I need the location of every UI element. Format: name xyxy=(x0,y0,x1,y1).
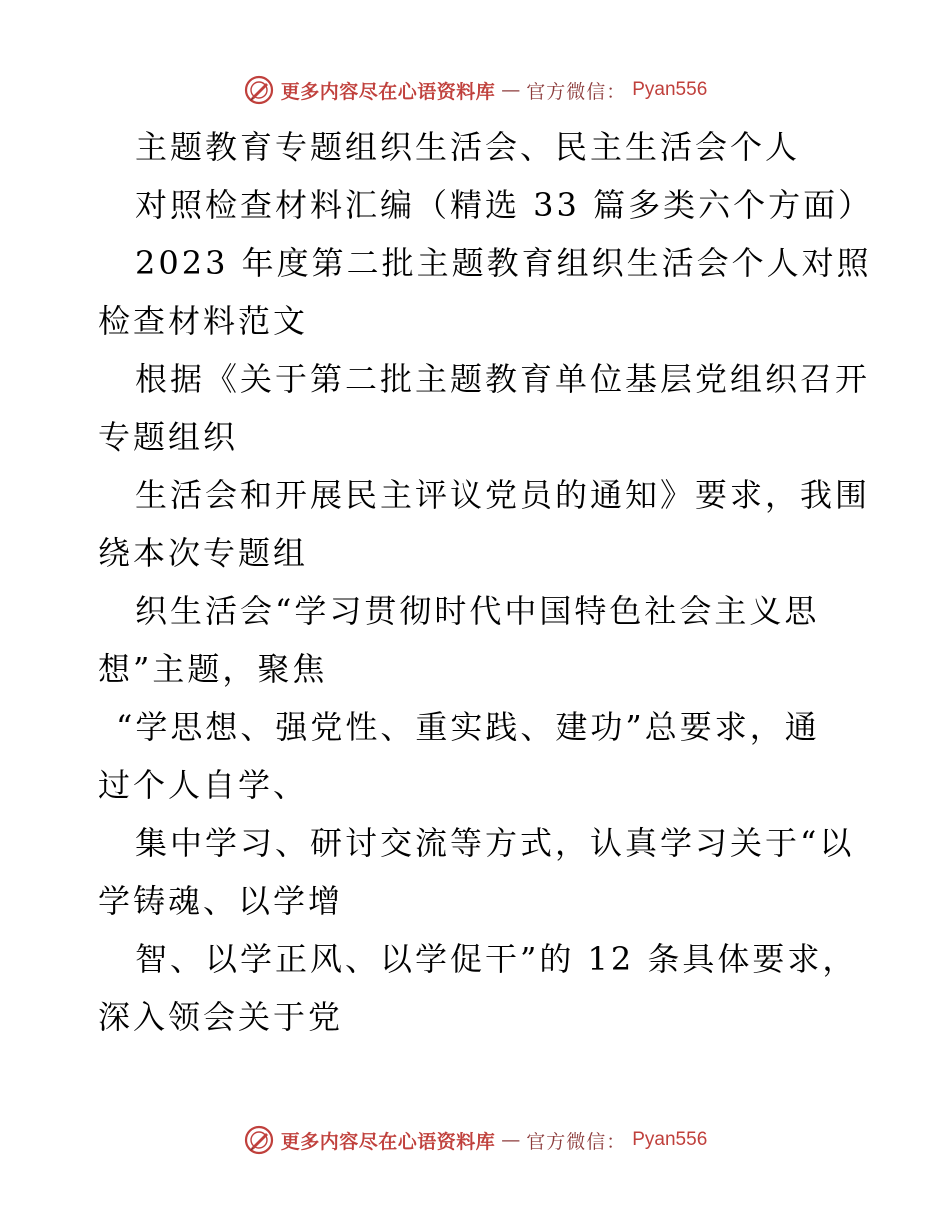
watermark-separator: — xyxy=(501,79,521,101)
watermark-label: 官方微信： xyxy=(526,1130,627,1153)
doc-line: 2023 年度第二批主题教育组织生活会个人对照 xyxy=(135,244,872,282)
watermark-label: 官方微信： xyxy=(526,80,627,103)
doc-line: 对照检查材料汇编（精选 33 篇多类六个方面） xyxy=(135,186,874,224)
watermark-separator: — xyxy=(501,1129,521,1151)
doc-line: 绕本次专题组 xyxy=(98,534,309,572)
footer-watermark xyxy=(0,1118,950,1162)
header-watermark xyxy=(0,68,950,112)
pen-circle-logo-icon xyxy=(243,74,275,106)
doc-line: 想”主题，聚焦 xyxy=(98,650,328,688)
pen-circle-logo-icon xyxy=(243,1124,275,1156)
doc-line: 学铸魂、以学增 xyxy=(98,882,344,920)
doc-line: 过个人自学、 xyxy=(98,766,309,804)
watermark-wechat-id: Pyan556 xyxy=(632,79,708,100)
doc-line: 检查材料范文 xyxy=(98,302,309,340)
doc-line: 生活会和开展民主评议党员的通知》要求，我围 xyxy=(135,476,871,514)
doc-line: 专题组织 xyxy=(98,418,239,456)
doc-line: 根据《关于第二批主题教育单位基层党组织召开 xyxy=(135,360,871,398)
doc-line: 智、以学正风、以学促干”的 12 条具体要求， xyxy=(135,940,858,978)
doc-line: 集中学习、研讨交流等方式，认真学习关于“以 xyxy=(135,824,855,862)
watermark-wechat-id: Pyan556 xyxy=(632,1129,708,1150)
doc-line: “学思想、强党性、重实践、建功”总要求，通 xyxy=(116,708,820,746)
doc-line: 主题教育专题组织生活会、民主生活会个人 xyxy=(135,128,801,166)
doc-line: 织生活会“学习贯彻时代中国特色社会主义思 xyxy=(135,592,820,630)
watermark-brand: 更多内容尽在心语资料库 xyxy=(280,1130,496,1153)
doc-line: 深入领会关于党 xyxy=(98,998,344,1036)
watermark-brand: 更多内容尽在心语资料库 xyxy=(280,80,496,103)
